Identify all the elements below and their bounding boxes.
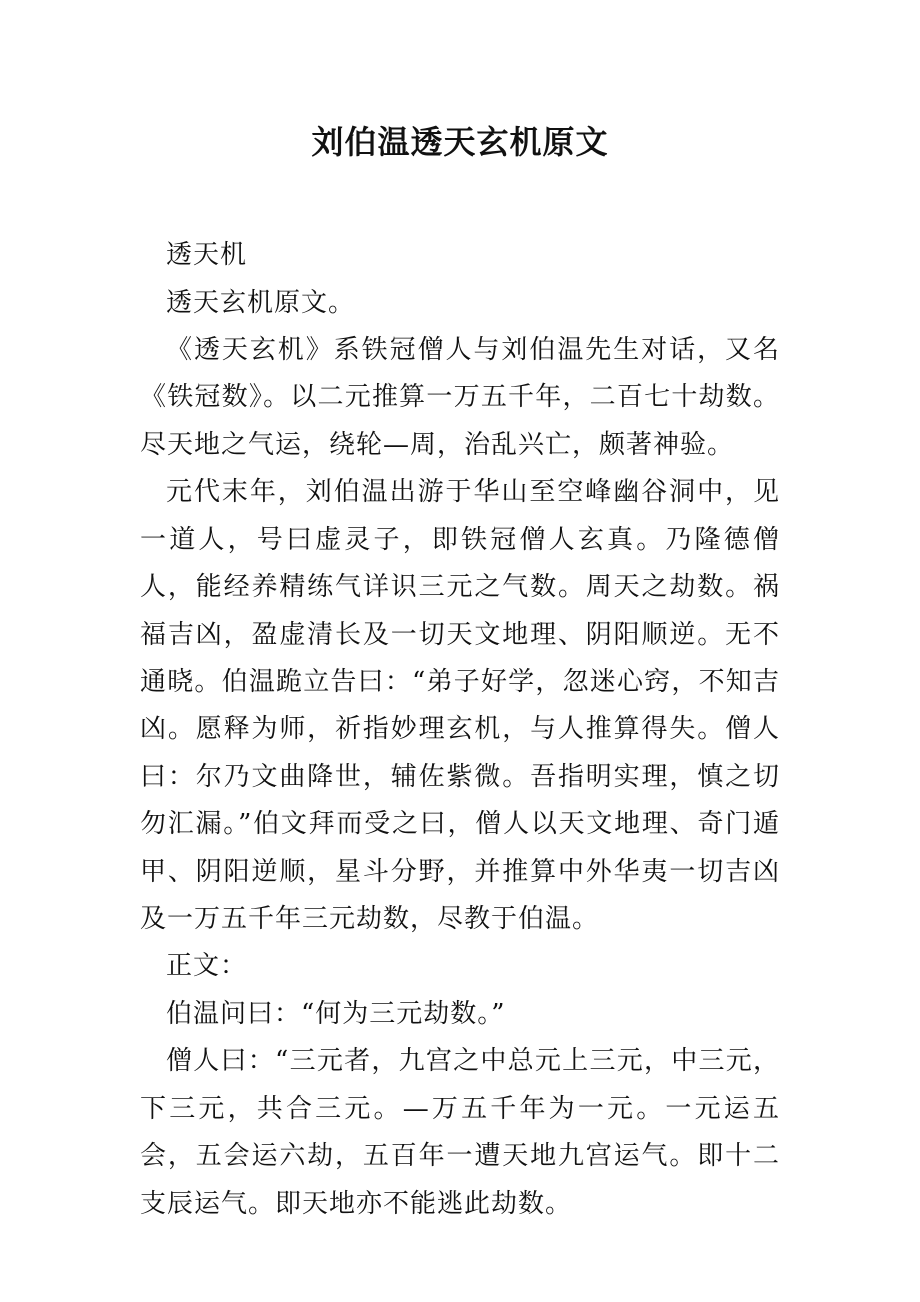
paragraph-intro: 《透天玄机》系铁冠僧人与刘伯温先生对话，又名《铁冠数》。以二元推算一万五千年，二百七十劫数。尽天地之气运，绕轮—周，治乱兴亡，颇著神验。 [140, 335, 780, 460]
document-body [140, 232, 780, 1228]
document-title: 刘伯温透天玄机原文 [311, 123, 609, 161]
paragraph-question: 伯温问曰：“何为三元劫数。” [166, 998, 506, 1029]
paragraph-story: 元代末年，刘伯温出游于华山至空峰幽谷洞中，见一道人，号曰虚灵子，即铁冠僧人玄真。乃隆德僧人，能经养精练气详识三元之气数。周天之劫数。祸福吉凶，盈虚清长及一切天文地理、阴阳顺逆。无不通晓。伯温跪立告曰：“弟子好学，忽迷心窍，不知吉凶。愿释为师，祈指妙理玄机，与人推算得失。僧人曰：尔乃文曲降世，辅佐紫微。吾指明实理，慎之切勿汇漏。”伯文拜而受之曰，僧人以天文地理、奇门遁甲、阴阳逆顺，星斗分野，并推算中外华夷一切吉凶及一万五千年三元劫数，尽教于伯温。 [140, 477, 780, 934]
paragraph-subtitle: 透天玄机原文。 [166, 287, 356, 318]
paragraph-heading: 透天机 [166, 240, 248, 270]
paragraph-main-text-label: 正文： [166, 951, 248, 982]
paragraph-answer: 僧人曰：“三元者，九宫之中总元上三元，中三元，下三元，共合三元。—万五千年为一元。一元运五会，五会运六劫，五百年一遭天地九宫运气。即十二支辰运气。即天地亦不能逃此劫数。 [140, 1046, 780, 1219]
